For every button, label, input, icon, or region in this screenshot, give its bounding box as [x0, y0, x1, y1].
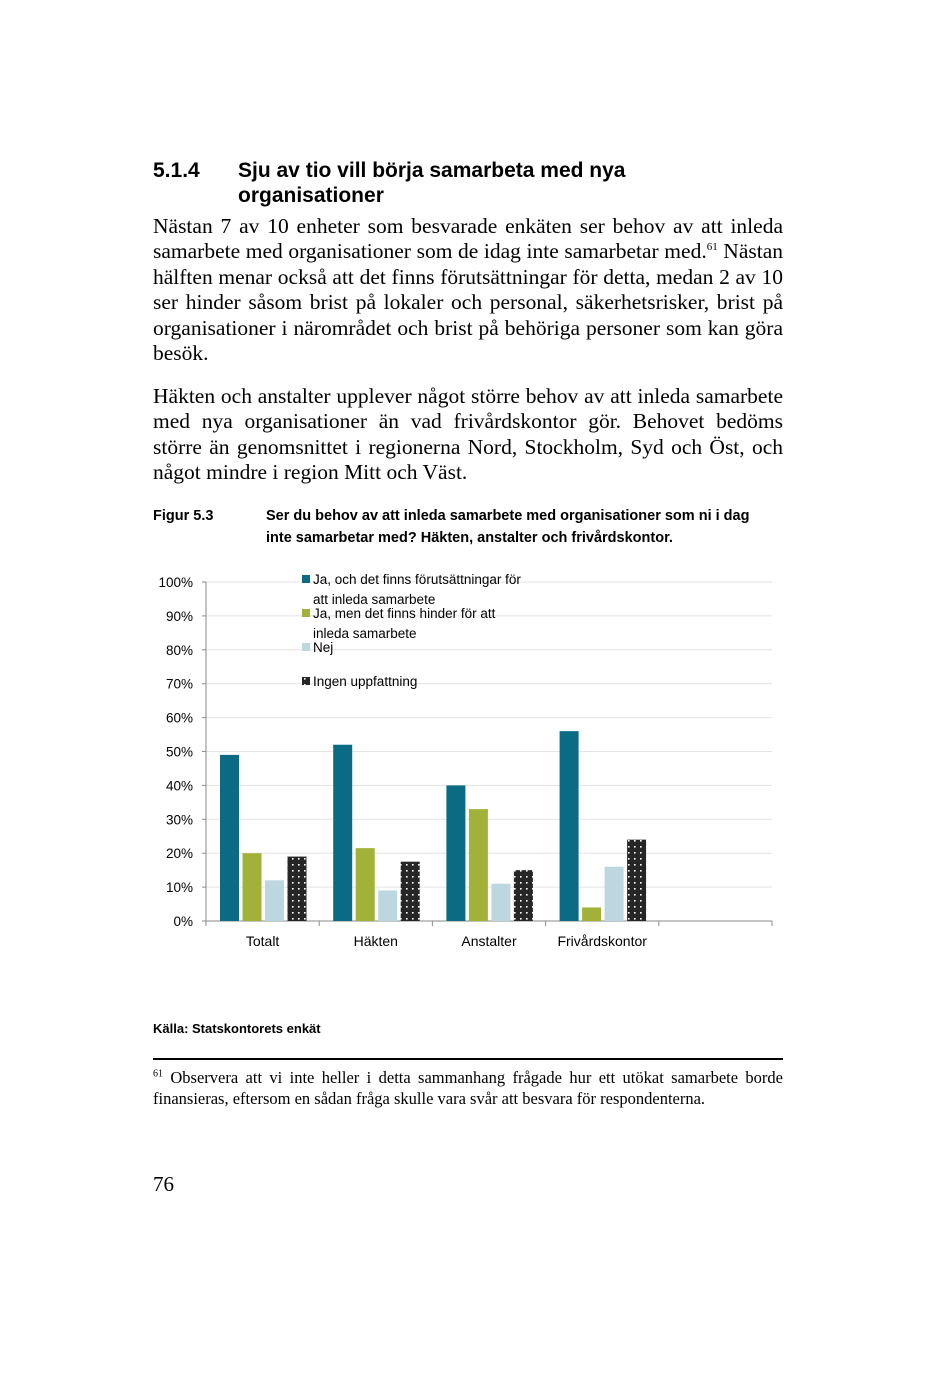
legend-swatch [302, 643, 310, 651]
y-tick-label: 10% [165, 880, 193, 896]
legend-swatch [302, 677, 310, 685]
bar [401, 862, 420, 921]
bar-chart [140, 562, 790, 962]
y-tick-label: 80% [165, 642, 193, 658]
y-tick-label: 0% [173, 914, 193, 929]
y-tick-label: 50% [165, 744, 193, 760]
bar [243, 853, 262, 921]
bar [265, 880, 284, 921]
legend-label: Ja, men det finns hinder för att [313, 606, 496, 621]
footnote-text: Observera att vi inte heller i detta sammanhang frågade hur ett utökat samarbete borde finansieras, eftersom en sådan fråga skulle vara svår att besvara för respondenterna. [153, 1068, 783, 1108]
bar [491, 884, 510, 921]
bar [514, 870, 533, 921]
bar [469, 809, 488, 921]
footnote-reference[interactable]: 61 [706, 241, 718, 254]
y-tick-label: 20% [165, 846, 193, 862]
section-title: Sju av tio vill börja samarbeta med nya organisationer [238, 159, 626, 207]
legend-label: Nej [313, 640, 334, 655]
y-tick-label: 70% [165, 676, 193, 692]
chart-source: Källa: Statskontorets enkät [153, 1021, 321, 1036]
legend-label: inleda samarbete [313, 626, 417, 641]
footnote-separator [153, 1058, 783, 1060]
y-tick-label: 60% [165, 710, 193, 726]
bar [333, 745, 352, 921]
x-tick-label: Totalt [245, 933, 280, 949]
paragraph-1 [153, 214, 783, 366]
legend-label: att inleda samarbete [313, 592, 436, 607]
y-tick-label: 40% [165, 778, 193, 794]
paragraph-1-continued: Nästan hälften menar också att det finns förutsättningar för detta, medan 2 av 10 ser hinder såsom brist på lokaler och personal, säkerhetsrisker, brist på organisationer i närområdet och brist på behöriga personer som kan göra besök. [153, 239, 783, 366]
page-number: 76 [153, 1172, 174, 1196]
legend-label: Ja, och det finns förutsättningar för [313, 572, 521, 587]
bar [446, 785, 465, 921]
legend-swatch [302, 575, 310, 583]
legend-swatch [302, 609, 310, 617]
paragraph-2: Häkten och anstalter upplever något större behov av att inleda samarbete med nya organisationer än vad frivårdskontor gör. Behovet bedöms större än genomsnittet i regionerna Nord, Stockholm, Syd och Öst, och något mindre i region Mitt och Väst. [153, 384, 783, 485]
y-tick-label: 90% [165, 608, 193, 624]
figure-label: Figur 5.3 [153, 508, 214, 524]
bar [356, 848, 375, 921]
bar [220, 755, 239, 921]
section-number: 5.1.4 [153, 159, 200, 182]
bar [560, 731, 579, 921]
footnote-number: 61 [153, 1068, 163, 1080]
footnote [153, 1068, 783, 1109]
bar [288, 857, 307, 921]
bar [582, 907, 601, 921]
x-tick-label: Frivårdskontor [557, 933, 647, 949]
y-tick-label: 30% [165, 812, 193, 828]
bar [378, 890, 397, 921]
paragraph-1-text: Nästan 7 av 10 enheter som besvarade enkäten ser behov av att inleda samarbete med organisationer som de idag inte samarbetar med. [153, 214, 783, 264]
x-tick-label: Anstalter [461, 933, 517, 949]
x-tick-label: Häkten [353, 933, 398, 949]
legend-label: Ingen uppfattning [313, 674, 418, 689]
figure-caption: Ser du behov av att inleda samarbete med organisationer som ni i dag inte samarbetar med? Häkten, anstalter och frivårdskontor. [266, 508, 750, 546]
bar [627, 840, 646, 921]
y-tick-label: 100% [158, 575, 193, 590]
bar [605, 867, 624, 921]
